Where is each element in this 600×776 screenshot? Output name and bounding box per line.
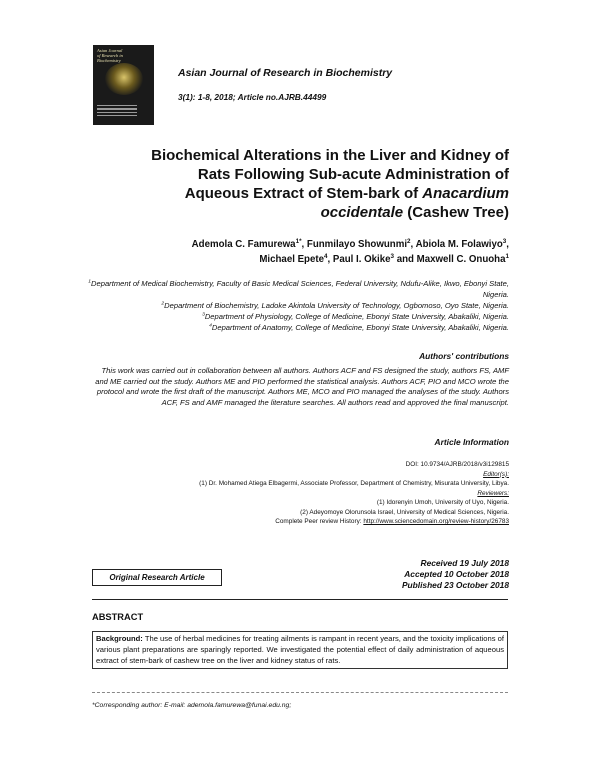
author-name: Maxwell C. Onuoha	[416, 253, 506, 265]
affil-text: Department of Medical Biochemistry, Faculty of Basic Medical Sciences, Federal University, Ndufu-Alike, Ikwo, Ebonyi State, Nigeria.	[91, 279, 509, 299]
affil-sup: 1	[88, 279, 92, 285]
author-affil-sup: 1*	[295, 237, 302, 245]
editor: (1) Dr. Mohamed Atiega Elbagermi, Associate Professor, Department of Chemistry, Misurata University, Libya.	[199, 480, 509, 487]
reviewers-label: Reviewers:	[477, 489, 509, 497]
cover-text-lines	[97, 105, 137, 118]
affil-sup: 4	[209, 323, 212, 329]
cover-title-line: Biochemistry	[97, 58, 121, 63]
cover-title-line: of Research in	[97, 53, 123, 58]
article-info-heading: Article Information	[434, 437, 509, 447]
affil-sup: 2	[161, 301, 165, 307]
abstract-label: Background:	[96, 634, 143, 643]
footnote-divider	[92, 692, 508, 693]
author-name: Funmilayo Showunmi	[306, 239, 408, 250]
cover-title	[97, 48, 123, 63]
title-line: Biochemical Alterations in the Liver and Kidney of	[151, 147, 509, 164]
author-name: Paul I. Okike	[332, 253, 391, 265]
author-affil-sup: 3	[390, 252, 395, 260]
title-species: occidentale	[320, 204, 404, 221]
affil-text: Department of Anatomy, College of Medicine, Ebonyi State University, Abakaliki, Nigeria.	[211, 323, 509, 332]
reviewer: (1) Idorenyin Umoh, University of Uyo, Nigeria.	[376, 499, 509, 506]
review-history-link[interactable]: http://www.sciencedomain.org/review-history/26783	[363, 518, 509, 525]
divider	[92, 599, 508, 600]
title-line	[69, 203, 509, 222]
paper-title	[69, 146, 509, 222]
affil-sup: 3	[202, 312, 205, 318]
article-type-box: Original Research Article	[92, 569, 222, 586]
review-history-label: Complete Peer review History:	[275, 518, 362, 525]
author-name: Ademola C. Famurewa	[191, 239, 296, 250]
author-affil-sup: 2	[407, 237, 411, 245]
cover-graphic	[105, 63, 143, 95]
title-species: Anacardium	[422, 185, 509, 202]
doi: DOI: 10.9734/AJRB/2018/v3i129815	[405, 461, 509, 468]
abstract-text: The use of herbal medicines for treating ailments is rampant in recent years, and the toxicity implications of various plant preparations are sparingly reported. We investigated the potential effect of daily administration of aqueous extract of stem-bark of cashew tree on the liver and kidney status of rats.	[96, 634, 504, 665]
published-date: Published 23 October 2018	[401, 580, 509, 590]
journal-name: Asian Journal of Research in Biochemistry	[178, 67, 393, 79]
journal-cover-image	[93, 45, 154, 125]
affiliation	[69, 322, 509, 333]
author-name: Michael Epete	[259, 253, 324, 265]
cover-title-line: Asian Journal	[97, 48, 123, 53]
contributions-heading: Authors' contributions	[419, 351, 509, 361]
abstract-heading: ABSTRACT	[92, 612, 144, 622]
author-line: Ademola C. Famurewa$^{1*}$, Funmilayo Showunmi$^2$, Abiola M. Folawiyo$^3$,	[191, 237, 509, 250]
affil-text: Department of Physiology, College of Medicine, Ebonyi State University, Abakaliki, Nigeria.	[204, 312, 509, 321]
contributions-text: This work was carried out in collaboration between all authors. Authors ACF and FS designed the study, authors FS, AMF and ME carried out the study. Authors ME and PIO performed the statistical analysis. Authors ACF, PIO and MCO wrote the protocol and wrote the first draft of the manuscript. Authors ME, MCO and PIO managed the analyses of the study. Authors ACF, FS and AMF managed the literature searches. All authors read and approved the final manuscript.	[95, 366, 509, 407]
title-line	[69, 184, 509, 203]
author-name: Abiola M. Folawiyo	[415, 239, 503, 250]
affil-text: Department of Biochemistry, Ladoke Akintola University of Technology, Ogbomoso, Oyo State, Nigeria.	[164, 301, 509, 310]
author-conjunction: and	[396, 253, 414, 265]
article-info	[79, 460, 509, 527]
affiliation	[69, 278, 509, 300]
affiliations	[69, 278, 509, 333]
author-affil-sup: 1	[505, 252, 509, 260]
reviewer: (2) Adeyomoye Olorunsola Israel, University of Medical Sciences, Nigeria.	[300, 508, 509, 516]
author-line: Michael Epete$^4$, Paul I. Okike$^3$ and Maxwell C. Onuoha$^1$	[259, 252, 509, 265]
author-list	[69, 238, 509, 267]
editor-label: Editor(s):	[483, 470, 509, 478]
review-history	[79, 517, 509, 527]
author-affil-sup: 4	[323, 252, 328, 260]
corresponding-author: *Corresponding author: E-mail: ademola.famurewa@funai.edu.ng;	[92, 702, 292, 709]
title-text: (Cashew Tree)	[407, 204, 509, 221]
accepted-date: Accepted 10 October 2018	[404, 569, 509, 579]
title-text: Aqueous Extract of Stem-bark of	[184, 185, 419, 202]
received-date: Received 19 July 2018	[420, 558, 509, 568]
article-dates	[402, 558, 509, 591]
journal-issue: 3(1): 1-8, 2018; Article no.AJRB.44499	[178, 92, 327, 102]
affiliation	[69, 311, 509, 322]
abstract-box	[92, 631, 508, 669]
author-affil-sup: 3	[502, 237, 507, 245]
title-line: Rats Following Sub-acute Administration of	[197, 166, 509, 183]
affiliation	[69, 300, 509, 311]
